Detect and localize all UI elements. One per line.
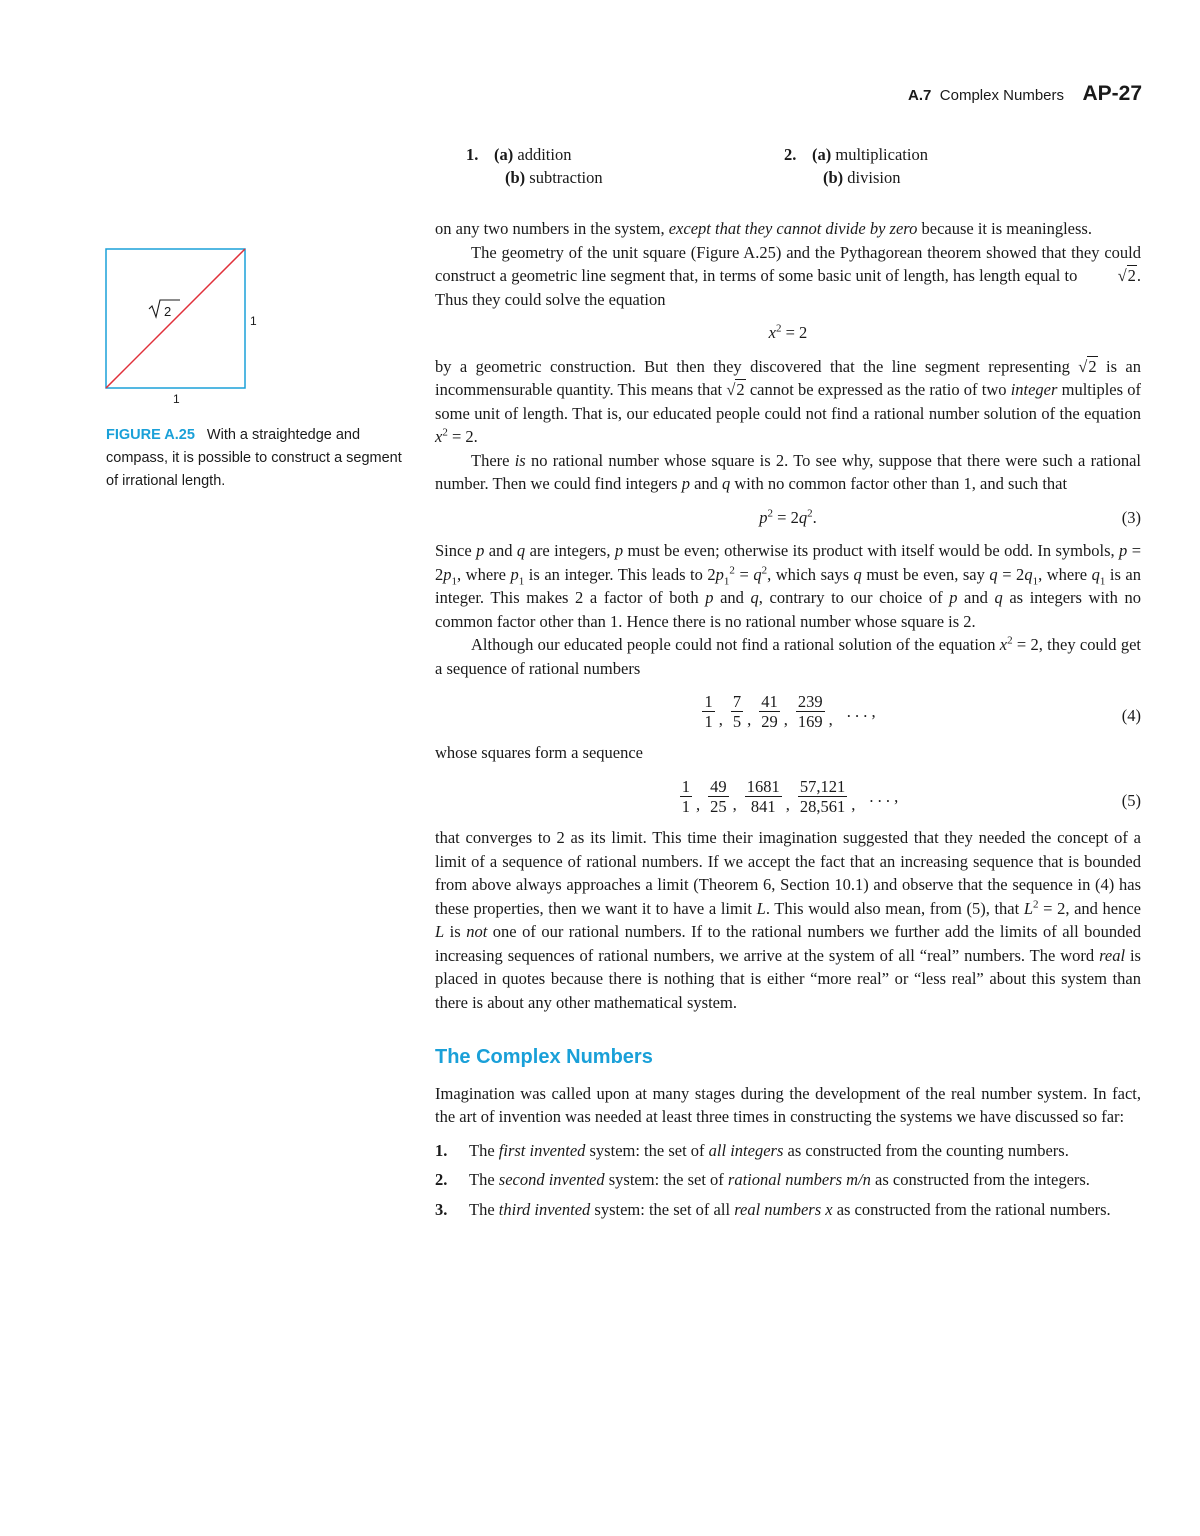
sqrt-symbol: √2	[726, 380, 745, 399]
numerator: 41	[761, 692, 778, 711]
sub-label: (a)	[494, 145, 514, 164]
unit-square-figure	[100, 240, 280, 408]
fraction	[745, 777, 782, 816]
list-number: 1.	[466, 145, 479, 164]
paragraph: The geometry of the unit square (Figure A.25) and the Pythagorean theorem showed that they could construct a geometric line segment that, in terms of some basic unit of length, has length equal to √2. Thus they could solve the equation	[435, 242, 1141, 309]
paragraph: Since p and q are integers, p must be even; otherwise its product with itself would be odd. In symbols, $p = 2p_1$, where $p_1$ is an integer. This leads to $2p_1^2 = q^2$, which says q must be even, say $q = 2q_1$, where $q_1$ is an integer. This makes 2 a factor of both p and q, contrary to our choice of p and q as integers with no common factor other than 1. Hence there is no rational number whose square is 2.	[435, 541, 1141, 631]
section-heading: The Complex Numbers	[435, 1046, 653, 1068]
figure-caption	[106, 424, 406, 493]
sub-label: (b)	[823, 168, 844, 187]
list-item: 2. The second invented system: the set of rational numbers m/n as constructed from the integers.	[435, 1170, 1090, 1189]
comma: ,	[783, 709, 788, 729]
comma: ,	[732, 794, 737, 814]
denominator: 841	[750, 796, 776, 816]
denominator: 25	[710, 796, 727, 816]
list-item: 1. The first invented system: the set of all integers as constructed from the counting numbers.	[435, 1140, 1069, 1160]
numerator: 1	[681, 776, 690, 796]
list-item: 3. The third invented system: the set of all real numbers x as constructed from the rational numbers.	[435, 1199, 1111, 1219]
op-subtraction: subtraction	[529, 168, 603, 187]
numerator: 1681	[746, 776, 780, 796]
paragraph: that converges to 2 as its limit. This time their imagination suggested that they needed the concept of a limit of a sequence of rational numbers. If we accept the fact that an increasing sequence that is bounded from above always approaches a limit (Theorem 6, Section 10.1) and observe that the sequence in (4) has these properties, then we want it to have a limit L. This would also mean, from (5), that $L^2 = 2$, and hence L is not one of our rational numbers. If to the rational numbers we further add the limits of all bounded increasing sequences of rational numbers, we arrive at the system of all “real” numbers. The word real is placed in quotes because there is nothing that is either “more real” or “less real” about this system than there is about any other mathematical system.	[435, 828, 1142, 1012]
equation-number: (4)	[1121, 706, 1141, 725]
paragraph: Imagination was called upon at many stages during the development of the real number system. In fact, the art of invention was needed at least three times in constructing the systems we have discussed so far:	[435, 1083, 1141, 1126]
numerator: 1	[704, 692, 713, 711]
comma: ,	[828, 709, 833, 729]
op-division: division	[847, 168, 901, 187]
comma: ,	[696, 794, 701, 814]
fraction	[702, 692, 714, 731]
numerator: 57,121	[799, 776, 846, 796]
operations-list-addition	[466, 143, 603, 189]
side-label: 1	[250, 314, 257, 328]
numerator: 7	[732, 692, 742, 711]
comma: ,	[718, 709, 723, 729]
comma: ,	[747, 709, 752, 729]
fraction	[708, 777, 729, 816]
bottom-label: 1	[173, 392, 180, 406]
page-number: AP-27	[1082, 82, 1142, 105]
ellipsis: . . . ,	[869, 786, 899, 806]
fraction	[796, 692, 825, 731]
denominator: 1	[704, 712, 713, 731]
section-number: A.7	[908, 87, 932, 104]
caption-text: With a straightedge and compass, it is possible to construct a segment of irrational length.	[106, 427, 402, 489]
main-text-column	[435, 217, 1141, 1221]
denominator: 169	[797, 712, 823, 731]
paragraph: Although our educated people could not find a rational solution of the equation $x^2 = 2$, they could get a sequence of rational numbers	[435, 634, 1141, 678]
equation-number: (5)	[1121, 790, 1141, 810]
equation-number: (3)	[1121, 507, 1141, 527]
fraction	[731, 692, 743, 731]
sub-label: (a)	[812, 145, 832, 164]
section-title: Complex Numbers	[939, 87, 1065, 104]
sub-label: (b)	[505, 168, 526, 187]
figure-label: FIGURE A.25	[106, 427, 195, 443]
fraction-sequence	[678, 777, 899, 817]
paragraph: There is no rational number whose square is 2. To see why, suppose that there were such a rational number. Then we could find integers p and q with no common factor other than 1, and such that	[435, 450, 1141, 493]
numerator: 49	[710, 776, 727, 796]
list-number: 2.	[784, 145, 797, 164]
diagonal-label: 2	[164, 304, 172, 319]
comma: ,	[785, 794, 790, 814]
diagonal-line	[106, 249, 245, 388]
fraction	[680, 777, 692, 816]
numerator: 239	[797, 692, 823, 711]
paragraph: on any two numbers in the system, except that they cannot divide by zero because it is meaningless.	[435, 219, 1092, 238]
denominator: 28,561	[799, 796, 846, 816]
op-addition: addition	[517, 145, 572, 164]
fraction	[759, 692, 780, 731]
running-head	[908, 82, 1142, 106]
denominator: 29	[761, 712, 778, 731]
paragraph: whose squares form a sequence	[435, 743, 644, 763]
fraction	[798, 777, 847, 816]
equation-3: $p^2 = 2q^2$. (3)	[435, 506, 1141, 530]
sequence-4	[435, 690, 1141, 731]
sqrt-symbol: √2	[1117, 266, 1136, 285]
equation-x-squared: $x^2 = 2$	[768, 322, 808, 342]
numbered-list	[435, 1139, 1141, 1222]
operations-list-multiplication	[784, 143, 928, 189]
ellipsis: . . . ,	[846, 701, 876, 721]
op-multiplication: multiplication	[835, 145, 928, 164]
comma: ,	[851, 794, 856, 814]
denominator: 5	[732, 712, 742, 731]
sequence-5	[435, 775, 1141, 816]
paragraph: by a geometric construction. But then they discovered that the line segment representing √2 is an incommensurable quantity. This means that √2 cannot be expressed as the ratio of two integer multiples of some unit of length. That is, our educated people could not find a rational number solution of the equation $x^2 = 2$.	[435, 356, 1141, 446]
denominator: 1	[681, 796, 690, 816]
fraction-sequence	[700, 692, 875, 732]
sqrt-symbol: √2	[1078, 356, 1097, 376]
